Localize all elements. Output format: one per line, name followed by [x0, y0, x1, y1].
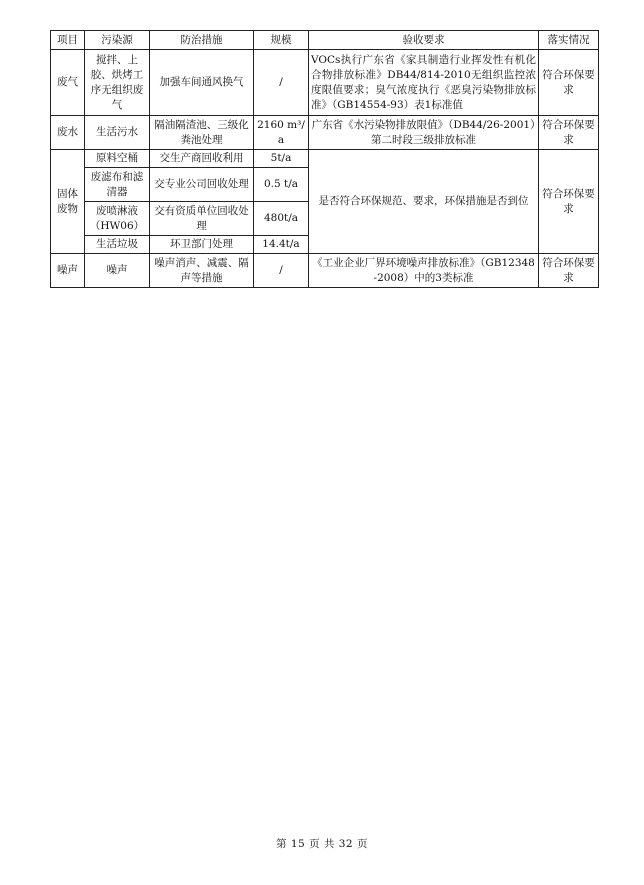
- cell-requirement: VOCs执行广东省《家具制造行业挥发性有机化合物排放标准》DB44/814-2010无组织监控浓度限值要求；臭气浓度执行《恶臭污染物排放标准》（GB14554-93）表1标准值: [309, 50, 539, 116]
- cell-source: 废滤布和滤清器: [85, 168, 150, 202]
- cell-status: 符合环保要求: [539, 150, 599, 254]
- table-row-solid-waste: [51, 150, 599, 168]
- cell-measure: 交专业公司回收处理: [150, 168, 254, 202]
- cell-source: 噪声: [85, 254, 150, 288]
- cell-requirement: 《工业企业厂界环境噪声排放标准》（GB12348-2008）中的3类标准: [309, 254, 539, 288]
- cell-measure: 交有资质单位回收处理: [150, 202, 254, 236]
- cell-scale: /: [254, 50, 309, 116]
- cell-scale: /: [254, 254, 309, 288]
- cell-measure: 交生产商回收利用: [150, 150, 254, 168]
- page-number: 第 15 页 共 32 页: [276, 838, 368, 850]
- table-row-waste-gas: [51, 50, 599, 116]
- cell-status: 符合环保要求: [539, 254, 599, 288]
- header-measure: 防治措施: [150, 31, 254, 50]
- cell-item: 噪声: [51, 254, 85, 288]
- cell-measure: 环卫部门处理: [150, 236, 254, 254]
- table-header-row: [51, 31, 599, 50]
- cell-item: 废气: [51, 50, 85, 116]
- header-item: 项目: [51, 31, 85, 50]
- cell-item: 废水: [51, 116, 85, 150]
- cell-status: 符合环保要求: [539, 116, 599, 150]
- cell-status: 符合环保要求: [539, 50, 599, 116]
- cell-source: 生活垃圾: [85, 236, 150, 254]
- table-row-waste-water: [51, 116, 599, 150]
- cell-source: 生活污水: [85, 116, 150, 150]
- table-row-noise: [51, 254, 599, 288]
- header-scale: 规模: [254, 31, 309, 50]
- acceptance-table: [50, 30, 599, 288]
- cell-scale: 480t/a: [254, 202, 309, 236]
- cell-source: 废喷淋液（HW06）: [85, 202, 150, 236]
- cell-requirement: 是否符合环保规范、要求，环保措施是否到位: [309, 150, 539, 254]
- header-status: 落实情况: [539, 31, 599, 50]
- cell-measure: 隔油隔渣池、三级化粪池处理: [150, 116, 254, 150]
- cell-requirement: 广东省《水污染物排放限值》（DB44/26-2001）第二时段三级排放标准: [309, 116, 539, 150]
- cell-scale: 5t/a: [254, 150, 309, 168]
- cell-scale: 2160 m³/a: [254, 116, 309, 150]
- cell-source: 原料空桶: [85, 150, 150, 168]
- cell-measure: 噪声消声、减震、隔声等措施: [150, 254, 254, 288]
- cell-item: 固体废物: [51, 150, 85, 254]
- cell-scale: 0.5 t/a: [254, 168, 309, 202]
- cell-measure: 加强车间通风换气: [150, 50, 254, 116]
- cell-source: 搅拌、上胶、烘烤工序无组织废气: [85, 50, 150, 116]
- header-source: 污染源: [85, 31, 150, 50]
- header-requirement: 验收要求: [309, 31, 539, 50]
- cell-scale: 14.4t/a: [254, 236, 309, 254]
